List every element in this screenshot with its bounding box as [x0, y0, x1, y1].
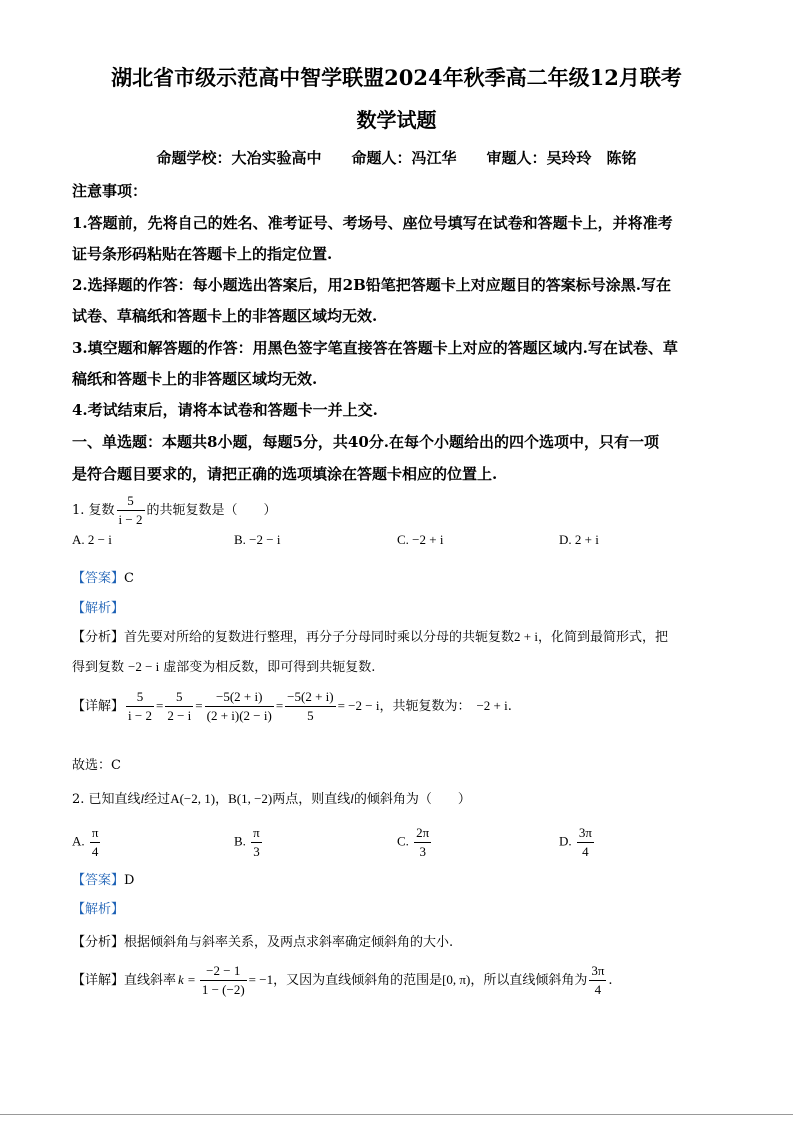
q2-fenxi-text: 根据倾斜角与斜率关系，及两点求斜率确定倾斜角的大小.: [124, 935, 454, 950]
notice-line: 2.选择题的作答：每小题选出答案后，用2B铅笔把答题卡上对应题目的答案标号涂黑.写在: [72, 276, 672, 294]
q1-option-c: C. −2 + i: [397, 532, 444, 547]
notice-line: 3.填空题和解答题的作答：用黑色签字笔直接答在答题卡上对应的答题区域内.写在试卷、草: [72, 339, 678, 357]
option-label: A.: [72, 833, 85, 849]
q2-detail-slope-frac: [200, 962, 247, 999]
q2-fenxi-tag: 【分析】: [72, 935, 125, 950]
notice-line: 证号条形码粘贴在答题卡上的指定位置.: [72, 245, 333, 263]
q2-analysis-tag: 【解析】: [72, 902, 125, 917]
question-2-stem: [72, 788, 729, 807]
frac-num: 2π: [414, 824, 431, 843]
footer-divider: [0, 1114, 793, 1115]
exam-authors: 命题学校：大冶实验高中 命题人：冯江华 审题人：吴玲玲 陈铭: [156, 149, 637, 167]
frac-den: 5: [307, 708, 314, 723]
frac-den: 4: [594, 982, 602, 997]
section-heading-line1: 一、单选题：本题共8小题，每题5分，共40分.在每个小题给出的四个选项中，只有一项: [72, 433, 659, 451]
option-label: C.: [397, 833, 409, 849]
q2-point-a: A(−2, 1): [170, 791, 216, 806]
q1-fenxi-text2: ，化简到最简形式，把: [537, 630, 668, 645]
frac-num: π: [90, 824, 101, 843]
q1-choose: 故选：C: [72, 758, 121, 773]
q1-detail: 【详解】 $\frac{5}{i - 2}$ = $\frac{5}{2 - i}$ = $\frac{-5(2 + i)}{(2 + i)(2 - i)}$ = $\frac{-5(2 + i)}{5}$ = −2 − i，共轭复数为： −2 + i.: [72, 689, 512, 723]
frac-den: 1 − (−2): [201, 982, 245, 997]
q2-detail-tag: 【详解】: [72, 973, 125, 988]
notice-line: 试卷、草稿纸和答题卡上的非答题区域均无效.: [72, 307, 378, 325]
q2-detail-end: .: [608, 973, 613, 988]
q2-prefix: 2. 已知直线: [72, 792, 141, 807]
notice-line: 稿纸和答题卡上的非答题区域均无效.: [72, 370, 318, 388]
q1-answer: [72, 567, 729, 586]
frac-num: 3π: [577, 824, 594, 843]
section-heading-line2: 是符合题目要求的，请把正确的选项填涂在答题卡相应的位置上.: [72, 465, 498, 483]
q1-prefix: 1. 复数: [72, 503, 115, 518]
frac-num: 3π: [589, 962, 606, 981]
q2-detail-text3: ，所以直线倾斜角为: [470, 973, 588, 988]
q1-fraction: [117, 492, 145, 529]
q1-fenxi-text3a: 得到复数: [72, 660, 125, 675]
option-label: B.: [234, 833, 246, 849]
frac-den: 3: [253, 844, 260, 859]
q2-detail-range: [0, π): [442, 972, 471, 987]
q2-mid2: 两点，则直线: [272, 792, 351, 807]
q2-option-d: [559, 824, 596, 861]
q2-detail-k: k =: [178, 972, 196, 987]
frac-den: 2 − i: [167, 708, 192, 723]
q2-suffix: 的倾斜角为（ ）: [353, 792, 471, 807]
notice-heading: 注意事项：: [72, 182, 148, 200]
frac-num: −2 − 1: [200, 962, 247, 981]
frac-num: 5: [165, 688, 193, 707]
q1-detail-frac-3: [205, 688, 274, 725]
exam-title: 湖北省市级示范高中智学联盟2024年秋季高二年级12月联考: [111, 65, 682, 90]
q1-answer-value: C: [124, 571, 134, 586]
frac-den: i − 2: [128, 708, 152, 723]
q2-point-b: B(1, −2): [228, 791, 273, 806]
q2-detail-text1: 直线斜率: [124, 973, 177, 988]
q1-fenxi-line2: [72, 656, 729, 675]
frac-num: −5(2 + i): [285, 688, 335, 707]
q1-fenxi-text3c: 虚部变为相反数，即可得到共轭复数.: [163, 660, 376, 675]
q1-detail-result: = −2 − i: [337, 698, 380, 713]
q2-mid1: 经过: [144, 792, 171, 807]
q2-detail-text2: ，又因为直线倾斜角的范围是: [273, 973, 443, 988]
q2-line-l-2: l: [350, 791, 354, 806]
q1-suffix: 的共轭复数是（ ）: [146, 503, 277, 518]
q2-option-a: [72, 824, 102, 861]
q2-answer: [72, 869, 729, 888]
q1-answer-tag: 【答案】: [72, 571, 125, 586]
q2-answer-value: D: [124, 873, 135, 888]
q2-detail: [72, 962, 729, 999]
frac-num: −5(2 + i): [205, 688, 274, 707]
q2-detail-answer-frac: [589, 962, 606, 999]
option-fraction: [414, 824, 431, 861]
q1-detail-conj: −2 + i: [476, 698, 508, 713]
q1-detail-frac-1: [126, 688, 154, 725]
q2-fenxi: [72, 931, 729, 950]
q2-detail-eq: = −1: [248, 972, 274, 987]
q1-analysis-tag: 【解析】: [72, 601, 125, 616]
q1-frac-den: i − 2: [118, 512, 143, 527]
q2-option-c: [397, 824, 433, 861]
frac-num: 5: [126, 688, 154, 707]
q1-detail-frac-2: [165, 688, 193, 725]
q2-line-l: l: [140, 791, 145, 806]
question-1-stem: [72, 492, 729, 529]
q1-frac-num: 5: [117, 492, 145, 511]
q2-answer-tag: 【答案】: [72, 873, 125, 888]
q1-detail-frac-4: [285, 688, 335, 725]
notice-line: 4.考试结束后，请将本试卷和答题卡一并上交.: [72, 401, 378, 419]
q1-fenxi-complex: −2 − i: [128, 659, 160, 674]
notice-line: 1.答题前，先将自己的姓名、准考证号、考场号、座位号填写在试卷和答题卡上，并将准考: [72, 214, 673, 232]
q1-fenxi-conj: 2 + i: [514, 629, 538, 644]
q1-fenxi-text: 首先要对所给的复数进行整理，再分子分母同时乘以分母的共轭复数: [124, 630, 515, 645]
option-fraction: [251, 824, 262, 861]
frac-num: π: [251, 824, 262, 843]
q1-fenxi-line1: [72, 626, 729, 645]
option-fraction: [577, 824, 594, 861]
q1-option-b: B. −2 − i: [234, 532, 281, 547]
exam-subtitle: 数学试题: [356, 108, 437, 132]
frac-den: (2 + i)(2 − i): [206, 708, 272, 723]
q2-comma: ，: [215, 792, 229, 807]
frac-den: 4: [91, 844, 99, 859]
option-label: D.: [559, 833, 572, 849]
q1-option-d: D. 2 + i: [559, 532, 599, 547]
q2-option-b: [234, 824, 264, 861]
q1-fenxi-tag: 【分析】: [72, 630, 125, 645]
frac-den: 4: [582, 844, 589, 859]
q1-detail-text: ，共轭复数为：: [379, 699, 471, 714]
q1-option-a: A. 2 − i: [72, 532, 112, 547]
option-fraction: [90, 824, 101, 861]
q1-detail-end: .: [507, 699, 512, 714]
frac-den: 3: [419, 844, 426, 859]
q1-detail-tag: 【详解】: [72, 699, 125, 714]
